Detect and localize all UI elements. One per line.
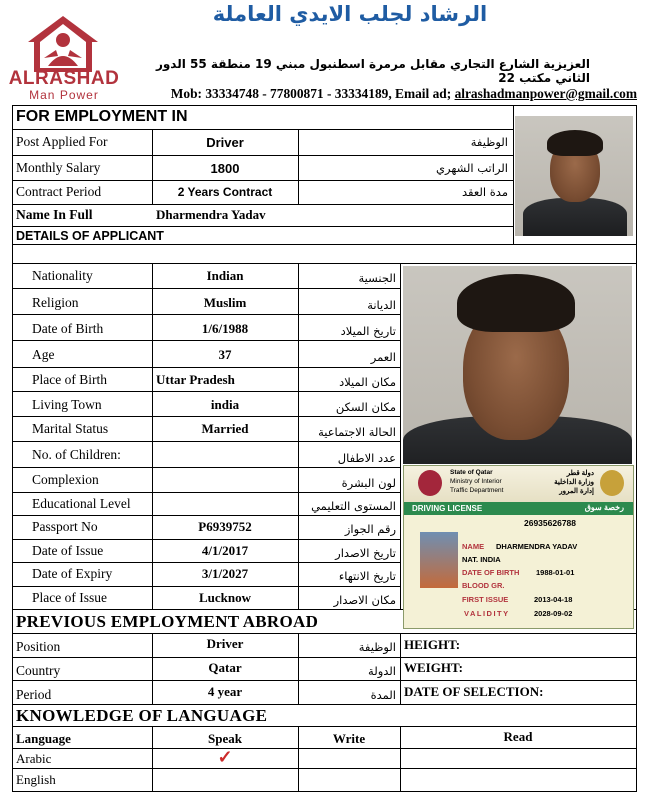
religion-arabic: الديانة [367, 298, 396, 312]
license-name: DHARMENDRA YADAV [496, 542, 578, 551]
license-nationality: NAT. INDIA [462, 555, 501, 564]
prev-position-arabic: الوظيفة [358, 640, 396, 654]
license-blood-label: BLOOD GR. [462, 581, 505, 590]
license-state-ar: دولة قطر [566, 470, 594, 477]
prev-period-arabic: المدة [370, 688, 396, 702]
language-row-arabic: Arabic [16, 751, 52, 766]
license-name-label: NAME [462, 542, 485, 551]
date-of-issue-value: 4/1/2017 [201, 543, 249, 558]
marital-status-value: Married [201, 421, 249, 436]
passport-no-value: P6939752 [198, 519, 252, 534]
company-address: العزيزية الشارع التجاري مقابل مرمرة اسطنبول مبني 19 منطقة 55 الدور الثاني مكتب 22 [155, 57, 590, 85]
driving-license-card [403, 465, 634, 629]
monthly-salary-label: Monthly Salary [16, 160, 101, 175]
license-dept: Traffic Department [450, 487, 504, 494]
living-town-label: Living Town [32, 397, 102, 412]
post-applied-value: Driver [206, 135, 244, 150]
section-title-previous-employment: PREVIOUS EMPLOYMENT ABROAD [16, 612, 319, 631]
complexion-arabic: لون البشرة [341, 476, 396, 490]
license-band-title-ar: رخصة سوق [584, 503, 624, 512]
passport-no-label: Passport No [32, 519, 98, 534]
religion-value: Muslim [203, 295, 247, 310]
license-dob-label: DATE OF BIRTH [462, 568, 520, 577]
weight-label: WEIGHT: [404, 660, 463, 675]
age-label: Age [32, 347, 55, 362]
complexion-label: Complexion [32, 472, 99, 487]
company-arabic-title: الرشاد لجلب الايدي العاملة [212, 2, 488, 26]
prev-position-value: Driver [206, 636, 244, 651]
living-town-arabic: مكان السكن [335, 400, 396, 414]
qatar-emblem-icon [418, 470, 442, 496]
language-row-english: English [16, 772, 56, 787]
license-validity: 2028-09-02 [534, 609, 573, 618]
logo-name: ALRASHAD [8, 68, 120, 89]
nationality-value: Indian [206, 268, 244, 283]
arabic-speak-check-icon[interactable]: ✓ [217, 747, 233, 767]
language-header-speak: Speak [208, 731, 242, 746]
language-header-write: Write [332, 731, 366, 746]
date-of-issue-arabic: تاريخ الاصدار [335, 546, 396, 560]
section-title-applicant: DETAILS OF APPLICANT [16, 229, 164, 243]
prev-period-value: 4 year [207, 684, 243, 699]
nationality-arabic: الجنسية [358, 271, 396, 285]
ministry-emblem-icon [600, 470, 624, 496]
place-of-birth-value: Uttar Pradesh [156, 372, 235, 387]
place-of-issue-arabic: مكان الاصدار [333, 593, 396, 607]
date-of-expiry-label: Date of Expiry [32, 566, 113, 581]
license-photo [420, 532, 458, 588]
living-town-value: india [210, 397, 240, 412]
date-of-expiry-value: 3/1/2027 [201, 566, 249, 581]
date-of-issue-label: Date of Issue [32, 543, 104, 558]
contract-period-value: 2 Years Contract [177, 185, 273, 199]
language-header-read: Read [503, 729, 533, 744]
prev-country-arabic: الدولة [368, 664, 396, 678]
logo-subtitle: Man Power [29, 88, 99, 102]
license-dob: 1988-01-01 [536, 568, 575, 577]
nationality-label: Nationality [32, 268, 93, 283]
license-first-issue: 2013-04-18 [534, 595, 573, 604]
place-of-birth-arabic: مكان الميلاد [339, 375, 396, 389]
place-of-birth-label: Place of Birth [32, 372, 107, 387]
language-header-language: Language [16, 731, 71, 746]
license-ministry: Ministry of Interior [450, 478, 502, 485]
contract-period-arabic: مدة العقد [462, 185, 508, 199]
children-arabic: عدد الاطفال [337, 451, 396, 465]
education-arabic: المستوى التعليمي [311, 499, 396, 513]
post-applied-label: Post Applied For [16, 134, 108, 149]
place-of-issue-value: Lucknow [198, 590, 252, 605]
monthly-salary-arabic: الراتب الشهري [436, 161, 508, 175]
height-label: HEIGHT: [404, 637, 461, 652]
license-number: 26935626788 [524, 518, 577, 528]
license-dept-ar: إدارة المرور [559, 488, 594, 495]
marital-status-label: Marital Status [32, 421, 109, 436]
dob-value: 1/6/1988 [201, 321, 249, 336]
email-link[interactable]: alrashadmanpower@gmail.com [454, 86, 637, 101]
prev-country-label: Country [16, 663, 61, 678]
contact-text: Mob: 33334748 - 77800871 - 33334189, Email ad; [170, 86, 455, 101]
age-value: 37 [218, 347, 232, 362]
date-of-expiry-arabic: تاريخ الانتهاء [338, 569, 396, 583]
age-arabic: العمر [370, 350, 396, 364]
monthly-salary-value: 1800 [210, 161, 240, 176]
section-title-employment: FOR EMPLOYMENT IN [16, 108, 188, 125]
license-first-issue-label: FIRST ISSUE [462, 595, 509, 604]
passport-no-arabic: رقم الجواز [344, 522, 396, 536]
license-ministry-ar: وزارة الداخلية [554, 479, 594, 486]
applicant-photo-large [403, 266, 632, 464]
license-state: State of Qatar [450, 469, 493, 476]
contract-period-label: Contract Period [16, 184, 102, 199]
marital-status-arabic: الحالة الاجتماعية [318, 425, 396, 439]
children-label: No. of Children: [32, 447, 121, 462]
section-title-language: KNOWLEDGE OF LANGUAGE [16, 706, 268, 725]
religion-label: Religion [32, 295, 79, 310]
prev-period-label: Period [16, 687, 52, 702]
dob-arabic: تاريخ الميلاد [340, 324, 396, 338]
education-label: Educational Level [32, 496, 131, 511]
place-of-issue-label: Place of Issue [32, 590, 107, 605]
post-applied-arabic: الوظيفة [470, 135, 508, 149]
contact-line [122, 86, 637, 102]
dob-label: Date of Birth [32, 321, 104, 336]
prev-country-value: Qatar [208, 660, 242, 675]
prev-position-label: Position [16, 639, 61, 654]
license-validity-label: VALIDITY [464, 609, 510, 618]
applicant-photo-small [515, 116, 633, 236]
name-in-full-label: Name In Full [16, 207, 93, 222]
license-band-title: DRIVING LICENSE [412, 504, 483, 513]
name-in-full-value: Dharmendra Yadav [156, 207, 266, 222]
date-of-selection-label: DATE OF SELECTION: [404, 684, 544, 699]
